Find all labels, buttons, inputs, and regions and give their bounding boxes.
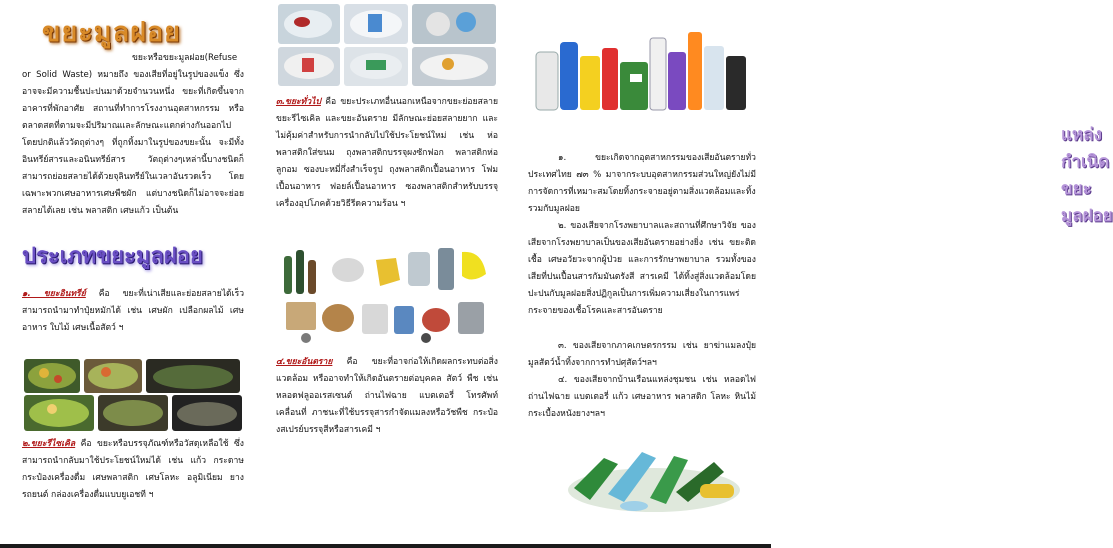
type-2-text: คือ ขยะหรือบรรจุภัณฑ์หรือวัสดุเหลือใช้ ซึ่งสามารถนำกลับมาใช้ประโยชน์ใหม่ได้ เช่น แก้ว กระดาษ กระป๋องเครื่องดื่ม เศษพลาสติก เศษโลหะ อลูมิเนียม ยางรถยนต์ กล่องเครื่องดื่มแบบยูเอชที ฯ: [22, 439, 244, 500]
chemical-containers-photo: [530, 22, 752, 118]
type-2-paragraph: [22, 436, 244, 504]
type-1-paragraph: [22, 286, 244, 337]
column-3: [528, 0, 1113, 548]
type-4-paragraph: [276, 354, 498, 439]
source-1: ๑. ขยะเกิดจากอุตสาหกรรมของเสียอันตรายทั่วประเทศไทย ๗๓ % มาจากระบบอุตสาหกรรมส่วนใหญ่ยังไม่มีการจัดการที่เหมาะสมโดยทิ้งกระจายอยู่ตามสิ่งแวดล้อมและทิ้งรวมกับมูลฝอย: [528, 153, 756, 214]
types-heading: ประเภทขยะมูลฝอย: [22, 244, 203, 269]
hazardous-waste-photo: [276, 240, 498, 346]
source-2: ๒. ของเสียจากโรงพยาบาลและสถานที่ศึกษาวิจัย ของเสียจากโรงพยาบาลเป็นของเสียอันตรายอย่างยิ่ง เช่น ขยะติดเชื้อ เศษอวัยวะจากผู้ป่วย และการรักษาพยาบาล รวมทั้งของเสียที่ปนเปื้อนสารกัมมันตรังสี สารเคมี ได้ทิ้งสู่สิ่งแวดล้อมโดยปะปนกับมูลฝอยสิ่งปฏิกูลเป็นการเพิ่มความเสี่ยงในการแพร่กระจายของเชื้อโรคและสารอันตราย: [528, 221, 756, 316]
type-3-label: ๓.ขยะทั่วไป: [276, 97, 321, 107]
source-3: ๓. ของเสียจากภาคเกษตรกรรม เช่น ยาฆ่าแมลงปุ๋ยมูลสัตว์น้ำทิ้งจากการทำปศุสัตว์ฯลฯ: [528, 341, 756, 368]
general-waste-photo: [278, 4, 496, 86]
bottom-border: [0, 544, 771, 548]
type-3-text: คือ ขยะประเภทอื่นนอกเหนือจากขยะย่อยสลาย ขยะรีไซเคิล และขยะอันตราย มีลักษณะย่อยสลายยาก และไม่คุ้มค่าสำหรับการนำกลับไปใช้ประโยชน์ใหม่ เช่น ห่อพลาสติกใส่ขนม ถุงพลาสติกบรรจุผงซักฟอก พลาสติกห่อลูกอม ซองบะหมี่กึ่งสำเร็จรูป ถุงพลาสติกเปื้อนอาหาร โฟมเปื้อนอาหาร ฟอยล์เปื้อนอาหาร ซองพลาสติกสำหรับบรรจุเครื่องอุปโภคด้วยวิธีรีดความร้อน ฯ: [276, 97, 498, 209]
page-title: ขยะมูลฝอย: [42, 17, 181, 48]
type-1-label: ๑. ขยะอินทรีย์: [22, 289, 86, 299]
type-3-paragraph: [276, 94, 498, 213]
bottles-photo: [564, 428, 744, 516]
type-4-label: ๔.ขยะอันตราย: [276, 357, 333, 367]
intro-lead: ขยะหรือขยะมูลฝอย(Refuse or Solid Waste): [22, 53, 238, 80]
type-4-text: คือ ขยะที่อาจก่อให้เกิดผลกระทบต่อสิ่งแวดล้อม หรืออาจทำให้เกิดอันตรายต่อบุคคล สัตว์ พืช เช่น หลอดฟลูออเรสเซนต์ ถ่านไฟฉาย แบตเตอรี่ โทรศัพท์เคลื่อนที่ ภาชนะที่ใช้บรรจุสารกำจัดแมลงหรือวัชพืช กระป๋องสเปรย์บรรจุสีหรือสารเคมี ฯ: [276, 357, 498, 435]
source-4: ๔. ของเสียจากบ้านเรือนแหล่งชุมชน เช่น หลอดไฟ ถ่านไฟฉาย แบตเตอรี่ แก้ว เศษอาหาร พลาสติก โลหะ หินไม้ กระเบื้องหนังยางฯลฯ: [528, 375, 756, 419]
type-1-text: คือ ขยะที่เน่าเสียและย่อยสลายได้เร็ว สามารถนำมาทำปุ๋ยหมักได้ เช่น เศษผัก เปลือกผลไม้ เศษอาหาร ใบไม้ เศษเนื้อสัตว์ ฯ: [22, 289, 245, 333]
intro-body: หมายถึง ของเสียที่อยู่ในรูปของแข็ง ซึ่งอาจจะมีความชื้นปะปนมาด้วยจำนวนหนึ่ง ขยะที่เกิดขึ้นจากอาคารที่พักอาศัย สถานที่ทำการโรงงานอุตสาหกรรม หรือตลาดสดที่ตามจะมีปริมาณและลักษณะแตกต่างกันออกไป โดยปกติแล้ววัตถุต่างๆ ที่ถูกทิ้งมาในรูปของขยะนั้น จะมีทั้งอินทรีย์สารและอนินทรีย์สาร วัตถุต่างๆเหล่านี้บางชนิดก็สามารถย่อยสลายได้ด้วยจุลินทรีย์ในเวลาอันรวดเร็ว โดยเฉพาะพวกเศษอาหารเศษพืชผัก แต่บางชนิดก็ไม่อาจจะย่อยสลายได้เลย เช่น พลาสติก เศษแก้ว เป็นต้น: [22, 70, 244, 216]
type-2-label: ๒.ขยะรีไซเคิล: [22, 439, 76, 449]
column-2: [276, 0, 498, 548]
column-1-lower: [22, 0, 244, 548]
sources-heading: แหล่งกำเนิดขยะมูลฝอย: [1061, 125, 1113, 226]
organic-waste-photo: [24, 357, 242, 431]
